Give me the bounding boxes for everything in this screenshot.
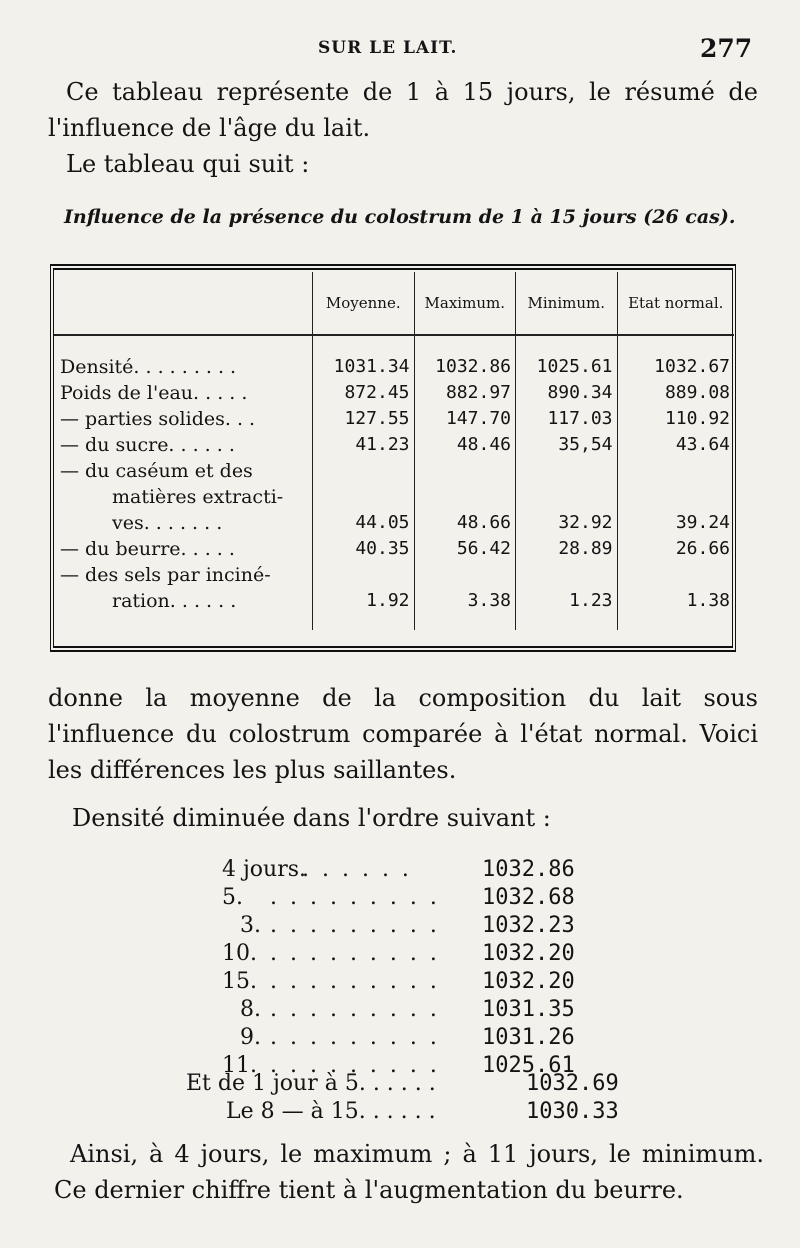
cell-maximum: 1032.86 <box>414 335 516 380</box>
summary-label: Le 8 — à 15. . . . . . <box>226 1099 436 1124</box>
cell-normal: 1.38 <box>617 562 734 630</box>
colostrum-table <box>54 272 734 630</box>
table-row <box>54 536 734 562</box>
list-day: 5. <box>222 885 243 910</box>
summary-line-1 <box>186 1070 656 1098</box>
leader-dots: . . . . . . <box>302 857 412 882</box>
row-label-line: ves. . . . . . . <box>112 512 223 534</box>
row-label: — parties solides. . . <box>60 408 256 430</box>
summary-value: 1032.69 <box>526 1071 619 1096</box>
list-day: 9. <box>240 1025 261 1050</box>
table-row <box>54 406 734 432</box>
header-etat-normal: Etat normal. <box>617 272 734 335</box>
paragraph-comparison: donne la moyenne de la composition du lait sous l'influence du colostrum comparée à l'état normal. Voici les différences les plus saillantes. <box>48 684 758 784</box>
row-label-line: — des sels par inciné- <box>60 564 271 586</box>
list-day: 8. <box>240 997 261 1022</box>
list-day: 11. <box>222 1053 257 1078</box>
cell-minimum: 890.34 <box>516 380 618 406</box>
list-item <box>222 996 642 1024</box>
cell-normal: 26.66 <box>617 536 734 562</box>
list-item <box>222 940 642 968</box>
leader-dots: . . . . . . . . . <box>270 1053 440 1078</box>
header-label-column <box>54 272 313 335</box>
table-header-row <box>54 272 734 335</box>
table-row <box>54 432 734 458</box>
list-value: 1032.20 <box>482 969 575 994</box>
row-label: Densité. . . . . . . . . <box>60 356 237 378</box>
list-item <box>222 968 642 996</box>
cell-moyenne: 1.92 <box>313 562 415 630</box>
cell-maximum: 56.42 <box>414 536 516 562</box>
list-day: 10. <box>222 941 257 966</box>
cell-minimum: 35,54 <box>516 432 618 458</box>
list-item <box>222 884 642 912</box>
cell-normal: 889.08 <box>617 380 734 406</box>
table-row <box>54 380 734 406</box>
list-value: 1031.35 <box>482 997 575 1022</box>
cell-maximum: 3.38 <box>414 562 516 630</box>
page-number: 277 <box>700 34 753 63</box>
table-row <box>54 458 734 536</box>
list-day: 3. <box>240 913 261 938</box>
cell-minimum: 28.89 <box>516 536 618 562</box>
cell-moyenne: 872.45 <box>313 380 415 406</box>
row-label: — du beurre. . . . . <box>60 538 235 560</box>
leader-dots: . . . . . . . . . <box>270 941 440 966</box>
cell-moyenne: 41.23 <box>313 432 415 458</box>
cell-minimum: 117.03 <box>516 406 618 432</box>
density-list <box>222 856 642 1080</box>
row-label-multiline <box>54 458 313 536</box>
paragraph-table-intro: Le tableau qui suit : <box>66 150 310 178</box>
paragraph-conclusion: Ainsi, à 4 jours, le maximum ; à 11 jours, le minimum. Ce dernier chiffre tient à l'augmentation du beurre. <box>54 1140 764 1204</box>
cell-minimum: 32.92 <box>516 458 618 536</box>
cell-normal: 39.24 <box>617 458 734 536</box>
cell-normal: 1032.67 <box>617 335 734 380</box>
cell-maximum: 882.97 <box>414 380 516 406</box>
list-value: 1032.23 <box>482 913 575 938</box>
list-item <box>222 1024 642 1052</box>
page-header <box>0 34 800 74</box>
cell-normal: 43.64 <box>617 432 734 458</box>
leader-dots: . . . . . . . . . <box>270 913 440 938</box>
cell-moyenne: 127.55 <box>313 406 415 432</box>
list-value: 1032.68 <box>482 885 575 910</box>
running-title: SUR LE LAIT. <box>318 38 458 58</box>
summary-value: 1030.33 <box>526 1099 619 1124</box>
cell-moyenne: 1031.34 <box>313 335 415 380</box>
list-item <box>222 912 642 940</box>
leader-dots: . . . . . . . . . <box>270 1025 440 1050</box>
table-row <box>54 335 734 380</box>
row-label: — du sucre. . . . . . <box>60 434 235 456</box>
row-label-multiline <box>54 562 313 630</box>
list-value: 1031.26 <box>482 1025 575 1050</box>
cell-minimum: 1.23 <box>516 562 618 630</box>
table-caption: Influence de la présence du colostrum de 1 à 15 jours (26 cas). <box>64 206 736 228</box>
header-moyenne: Moyenne. <box>313 272 415 335</box>
cell-maximum: 48.46 <box>414 432 516 458</box>
leader-dots: . . . . . . . . . <box>270 997 440 1022</box>
row-label: Poids de l'eau. . . . . <box>60 382 248 404</box>
list-item <box>222 856 642 884</box>
paragraph-density-order: Densité diminuée dans l'ordre suivant : <box>72 804 551 832</box>
cell-maximum: 147.70 <box>414 406 516 432</box>
cell-moyenne: 44.05 <box>313 458 415 536</box>
header-minimum: Minimum. <box>516 272 618 335</box>
summary-label: Et de 1 jour à 5. . . . . . <box>186 1071 436 1096</box>
paragraph-intro: Ce tableau représente de 1 à 15 jours, le résumé de l'influence de l'âge du lait. <box>48 78 758 142</box>
cell-normal: 110.92 <box>617 406 734 432</box>
cell-minimum: 1025.61 <box>516 335 618 380</box>
list-day: 15. <box>222 969 257 994</box>
list-value: 1025.61 <box>482 1053 575 1078</box>
header-maximum: Maximum. <box>414 272 516 335</box>
summary-line-2 <box>226 1098 696 1126</box>
row-label-line: — du caséum et des <box>60 460 253 482</box>
row-label-line: matières extracti- <box>112 486 284 508</box>
row-label-line: ration. . . . . . <box>112 590 237 612</box>
cell-moyenne: 40.35 <box>313 536 415 562</box>
cell-maximum: 48.66 <box>414 458 516 536</box>
list-value: 1032.20 <box>482 941 575 966</box>
list-value: 1032.86 <box>482 857 575 882</box>
list-day: 4 jours. <box>222 857 307 882</box>
leader-dots: . . . . . . . . . <box>270 885 440 910</box>
leader-dots: . . . . . . . . . <box>270 969 440 994</box>
table-row <box>54 562 734 630</box>
